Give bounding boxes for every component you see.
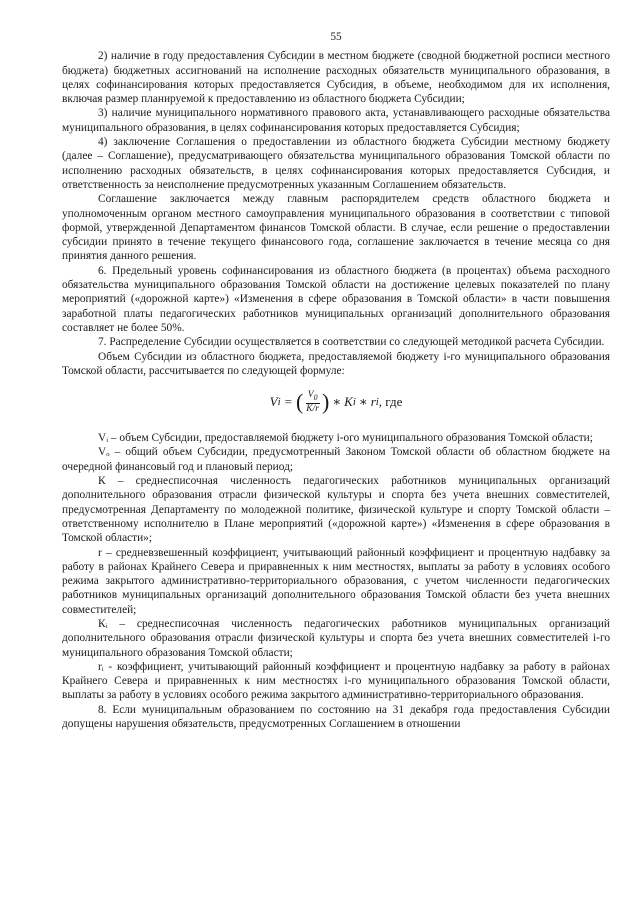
- formula-r: r: [370, 393, 376, 409]
- formula-lhs-sub: i: [277, 395, 281, 408]
- formula-k: K: [344, 393, 353, 409]
- subsidy-formula: V i = ( $\frac{V_0}{K/r}$ ) ∗ K i ∗ r i , где: [269, 389, 403, 415]
- paragraph-agreement: Соглашение заключается между главным распорядителем средств областного бюджета и уполномоченным органом местного самоуправления муниципального образования в соответствии с типовой формой, утвержденной Департаментом финансов Томской области. В случае, если решение о предоставлении субсидии принято в течение текущего финансового года, соглашение заключается в течение месяца со дня принятия данного решения.: [62, 193, 610, 263]
- formula-tail: , где: [378, 393, 403, 409]
- definition-k: К – среднесписочная численность педагогических работников муниципальных организаций дополнительного образования отрасли физической культуры и спорта без учета внешних совместителей, предусмотренная Департаменту по молодежной политике, физической культуре и спорту Томской области – ответственному исполнителю в Плане мероприятий («дорожной карте») «Изменения в сфере образования в Томской области»;: [62, 475, 610, 545]
- formula-times-1: ∗: [332, 393, 342, 409]
- formula-r-sub: i: [375, 395, 379, 408]
- paragraph-section-7: 7. Распределение Субсидии осуществляется в соответствии со следующей методикой расчета Субсидии.: [98, 336, 605, 349]
- definition-r: r – средневзвешенный коэффициент, учитывающий районный коэффициент и процентную надбавку за работу в районах Крайнего Севера и приравненных к ним местностях, выплаты за работу в условиях особого режима закрытого административно-территориального образования, с учетом численности педагогических работников муниципальных организаций дополнительного образования Томской области без учета внешних совместителей;: [62, 546, 610, 616]
- definition-ki: Кᵢ – среднесписочная численность педагогических работников муниципальных организаций дополнительного образования отрасли физической культуры и спорта без учета внешних совместителей i-го муниципального образования Томской области;: [62, 617, 610, 659]
- formula-fraction: [304, 390, 321, 415]
- formula-times-2: ∗: [358, 393, 368, 409]
- paragraph-section-8: 8. Если муниципальным образованием по состоянию на 31 декабря года предоставления Субсидии допущены нарушения обязательств, предусмотренных Соглашением в отношении: [62, 703, 610, 731]
- formula-k-sub: i: [352, 395, 356, 408]
- document-page: [62, 30, 610, 731]
- definition-ri: rᵢ - коэффициент, учитывающий районный коэффициент и процентную надбавку за работу в районах Крайнего Севера и приравненных к ним местностях i-го муниципального образования Томской области, выплаты за работу в условиях особого режима закрытого административно-территориального образования.: [62, 660, 610, 702]
- definition-vi: Vᵢ – объем Субсидии, предоставляемой бюджету i-ого муниципального образования Томской области;: [98, 432, 593, 445]
- paragraph-section-6: 6. Предельный уровень софинансирования из областного бюджета (в процентах) объема расходного обязательства муниципального образования Томской области на достижение целевых показателей по плану мероприятий («дорожной карте») «Изменения в сфере образования в Томской области» в части повышения заработной платы педагогических работников муниципальных организаций дополнительного образования составляет не более 50%.: [62, 264, 610, 334]
- formula-lhs: V: [269, 393, 278, 409]
- page-number: 55: [330, 31, 342, 43]
- formula-equals: =: [284, 393, 292, 409]
- paragraph-item-4: 4) заключение Соглашения о предоставлении из областного бюджета Субсидии местному бюджету (далее – Соглашение), предусматривающего обязательства муниципального образования Томской области по исполнению расходных обязательств, в целях софинансирования которых предоставляется Субсидия, и ответственность за неисполнение предусмотренных указанным Соглашением обязательств.: [62, 136, 610, 191]
- paragraph-item-2: 2) наличие в году предоставления Субсидии в местном бюджете (сводной бюджетной росписи местного бюджета) бюджетных ассигнований на исполнение расходных обязательств муниципального образования, в целях софинансирования которых предоставляется Субсидия, в объеме, необходимом для их исполнения, включая размер планируемой к предоставлению из областного бюджета Субсидии;: [62, 50, 610, 106]
- paragraph-item-3: 3) наличие муниципального нормативного правового акта, устанавливающего расходные обязательства муниципального образования, в целях софинансирования которых предоставляется Субсидия;: [62, 107, 610, 134]
- formula-numerator-sub: 0: [313, 392, 318, 402]
- paragraph-formula-intro: Объем Субсидии из областного бюджета, предоставляемой бюджету i-го муниципального образования Томской области, рассчитывается по следующей формуле:: [62, 350, 610, 377]
- formula-denominator: K/r: [306, 403, 319, 414]
- definition-vo: Vₒ – общий объем Субсидии, предусмотренный Законом Томской области об областном бюджете на очередной финансовый год и плановый период;: [62, 446, 610, 473]
- formula-numerator: V: [307, 389, 314, 400]
